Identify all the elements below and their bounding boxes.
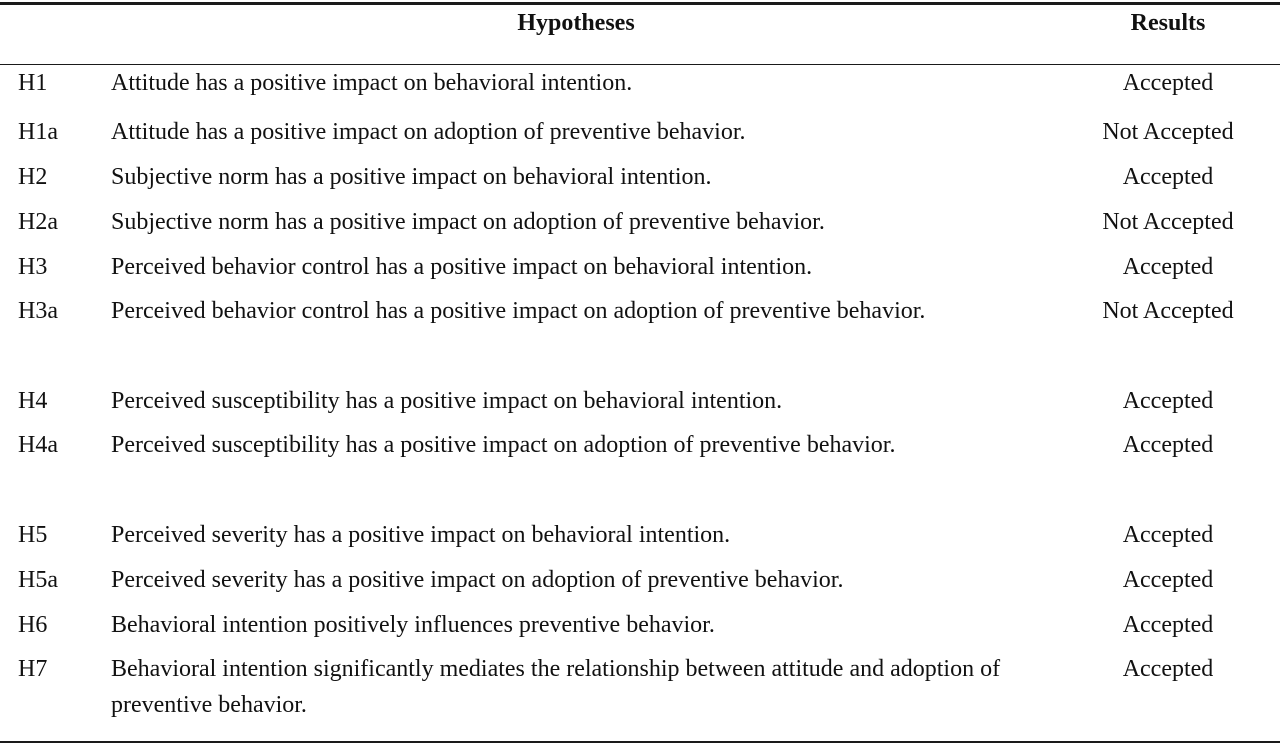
hypothesis-id: H1 xyxy=(18,70,48,96)
hypothesis-statement: Attitude has a positive impact on adoption of preventive behavior. xyxy=(111,119,746,145)
hypothesis-statement: Perceived susceptibility has a positive impact on behavioral intention. xyxy=(111,388,783,414)
hypothesis-statement: Behavioral intention positively influences preventive behavior. xyxy=(111,612,715,638)
hypothesis-id: H6 xyxy=(18,612,48,638)
hypothesis-result: Not Accepted xyxy=(1102,298,1234,324)
table-bottom-rule xyxy=(0,741,1280,743)
hypothesis-result: Accepted xyxy=(1122,612,1214,638)
hypothesis-statement: Perceived severity has a positive impact on behavioral intention. xyxy=(111,522,731,548)
column-header-results: Results xyxy=(1130,10,1206,36)
hypothesis-statement: Perceived susceptibility has a positive impact on adoption of preventive behavior. xyxy=(111,432,896,458)
hypothesis-statement: Perceived behavior control has a positive impact on adoption of preventive behavior. xyxy=(111,298,926,324)
hypothesis-statement: Attitude has a positive impact on behavioral intention. xyxy=(111,70,633,96)
hypothesis-result: Accepted xyxy=(1122,70,1214,96)
hypothesis-id: H7 xyxy=(18,656,48,682)
hypothesis-statement: Subjective norm has a positive impact on behavioral intention. xyxy=(111,164,712,190)
table-top-rule xyxy=(0,2,1280,5)
hypothesis-result: Accepted xyxy=(1122,254,1214,280)
hypothesis-statement: Perceived behavior control has a positive impact on behavioral intention. xyxy=(111,254,813,280)
hypothesis-id: H1a xyxy=(18,119,58,145)
hypothesis-result: Accepted xyxy=(1122,432,1214,458)
hypothesis-statement: Subjective norm has a positive impact on adoption of preventive behavior. xyxy=(111,209,825,235)
hypothesis-id: H3 xyxy=(18,254,48,280)
hypothesis-id: H4 xyxy=(18,388,48,414)
hypothesis-statement: Behavioral intention significantly mediates the relationship between attitude and adoption of preventive behavior. xyxy=(111,656,1001,718)
hypothesis-id: H5a xyxy=(18,567,58,593)
hypothesis-result: Accepted xyxy=(1122,522,1214,548)
hypothesis-id: H2 xyxy=(18,164,48,190)
hypothesis-id: H4a xyxy=(18,432,58,458)
hypothesis-statement: Perceived severity has a positive impact on adoption of preventive behavior. xyxy=(111,567,844,593)
hypothesis-id: H2a xyxy=(18,209,58,235)
column-header-hypotheses: Hypotheses xyxy=(517,10,635,36)
hypothesis-result: Accepted xyxy=(1122,567,1214,593)
hypothesis-id: H3a xyxy=(18,298,58,324)
hypothesis-result: Not Accepted xyxy=(1102,209,1234,235)
hypothesis-result: Accepted xyxy=(1122,164,1214,190)
hypothesis-result: Accepted xyxy=(1122,388,1214,414)
hypothesis-id: H5 xyxy=(18,522,48,548)
hypothesis-result: Not Accepted xyxy=(1102,119,1234,145)
hypothesis-result: Accepted xyxy=(1122,656,1214,682)
